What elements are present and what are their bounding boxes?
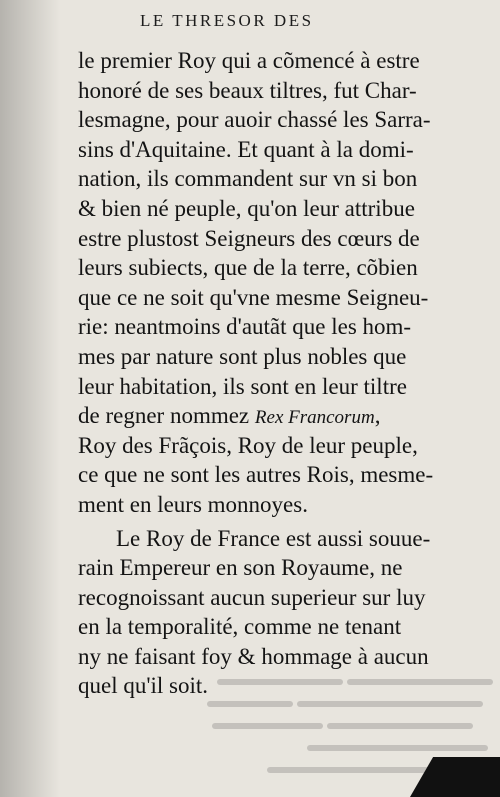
text-line: & bien né peuple, qu'on leur attribue [78,195,415,221]
text-line: rie: neantmoins d'autãt que les hom- [78,314,412,340]
text-segment: de regner nommez [78,403,255,429]
running-header: LE THRESOR DES [140,11,314,30]
text-line: en la temporalité, comme ne tenant [78,614,402,640]
text-line: quel qu'il soit. [78,673,209,699]
body-text [78,46,496,701]
text-line: estre plustost Seigneurs des cœurs de [78,225,420,251]
text-line: que ce ne soit qu'vne mesme Seigneu- [78,284,429,310]
text-line: ny ne faisant foy & hommage à aucun [78,643,429,669]
text-line: ce que ne sont les autres Rois, mesme- [78,462,434,488]
text-line: rain Empereur en son Royaume, ne [78,555,403,581]
text-line: le premier Roy qui a cõmencé à estre [78,48,420,73]
paragraph-first-line: Le Roy de France est aussi souue- [116,525,431,551]
text-line: leurs subiects, que de la terre, cõbien [78,255,418,281]
text-line: mes par nature sont plus nobles que [78,343,407,369]
text-line: honoré de ses beaux tiltres, fut Char- [78,77,417,103]
text-line: ment en leurs monnoyes. [78,491,308,517]
text-line: leur habitation, ils sont en leur tiltre [78,373,407,399]
binding-shadow [0,0,60,797]
text-line: Roy des Frãçois, Roy de leur peuple, [78,432,418,458]
text-line: sins d'Aquitaine. Et quant à la domi- [78,136,414,162]
latin-title: Rex Francorum [254,407,375,429]
text-line: lesmagne, pour auoir chassé les Sarra- [78,107,431,133]
text-segment: , [374,403,381,429]
text-line: nation, ils commandent sur vn si bon [78,166,418,192]
text-line-latin [78,401,496,431]
text-line: recognoissant aucun superieur sur luy [78,584,426,610]
